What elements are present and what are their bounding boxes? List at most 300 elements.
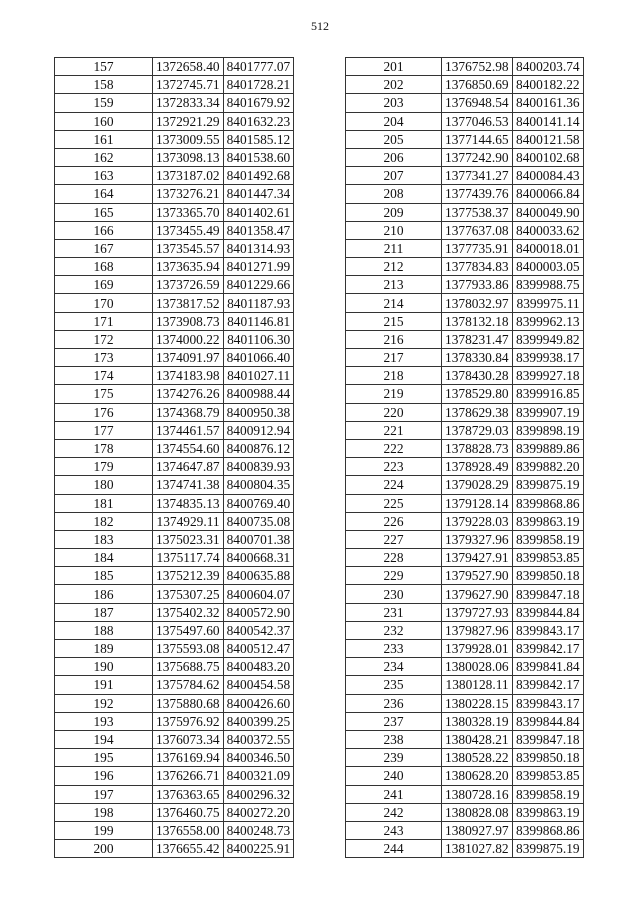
table-row <box>55 785 294 803</box>
y-coordinate-cell: 8399858.19 <box>512 530 583 548</box>
table-row <box>55 840 294 858</box>
point-number-cell: 238 <box>346 730 442 748</box>
table-row <box>55 494 294 512</box>
table-row <box>346 603 584 621</box>
point-number-cell: 202 <box>346 76 442 94</box>
point-number-cell: 186 <box>55 585 153 603</box>
y-coordinate-cell: 8399988.75 <box>512 276 583 294</box>
table-row <box>55 385 294 403</box>
table-row <box>55 94 294 112</box>
x-coordinate-cell: 1373187.02 <box>153 167 224 185</box>
x-coordinate-cell: 1376363.65 <box>153 785 224 803</box>
point-number-cell: 229 <box>346 567 442 585</box>
point-number-cell: 192 <box>55 694 153 712</box>
y-coordinate-cell: 8400372.55 <box>223 730 294 748</box>
point-number-cell: 183 <box>55 530 153 548</box>
table-row <box>346 712 584 730</box>
x-coordinate-cell: 1375307.25 <box>153 585 224 603</box>
point-number-cell: 237 <box>346 712 442 730</box>
table-row <box>55 530 294 548</box>
y-coordinate-cell: 8399858.19 <box>512 785 583 803</box>
point-number-cell: 230 <box>346 585 442 603</box>
y-coordinate-cell: 8399853.85 <box>512 549 583 567</box>
table-row <box>55 276 294 294</box>
table-row <box>346 767 584 785</box>
y-coordinate-cell: 8399898.19 <box>512 421 583 439</box>
point-number-cell: 180 <box>55 476 153 494</box>
point-number-cell: 167 <box>55 239 153 257</box>
y-coordinate-cell: 8399938.17 <box>512 349 583 367</box>
x-coordinate-cell: 1378529.80 <box>442 385 513 403</box>
table-row <box>55 258 294 276</box>
table-row <box>346 676 584 694</box>
table-row <box>346 276 584 294</box>
coordinate-table-right <box>345 57 584 858</box>
table-row <box>55 712 294 730</box>
x-coordinate-cell: 1380828.08 <box>442 803 513 821</box>
point-number-cell: 200 <box>55 840 153 858</box>
table-row <box>55 476 294 494</box>
x-coordinate-cell: 1380428.21 <box>442 730 513 748</box>
x-coordinate-cell: 1377242.90 <box>442 148 513 166</box>
point-number-cell: 216 <box>346 330 442 348</box>
point-number-cell: 177 <box>55 421 153 439</box>
x-coordinate-cell: 1377637.08 <box>442 221 513 239</box>
point-number-cell: 217 <box>346 349 442 367</box>
y-coordinate-cell: 8400804.35 <box>223 476 294 494</box>
point-number-cell: 201 <box>346 58 442 76</box>
y-coordinate-cell: 8399843.17 <box>512 621 583 639</box>
point-number-cell: 220 <box>346 403 442 421</box>
point-number-cell: 191 <box>55 676 153 694</box>
x-coordinate-cell: 1375784.62 <box>153 676 224 694</box>
table-row <box>346 494 584 512</box>
y-coordinate-cell: 8400839.93 <box>223 458 294 476</box>
y-coordinate-cell: 8400735.08 <box>223 512 294 530</box>
x-coordinate-cell: 1377439.76 <box>442 185 513 203</box>
y-coordinate-cell: 8399927.18 <box>512 367 583 385</box>
table-row <box>346 312 584 330</box>
table-row <box>346 403 584 421</box>
x-coordinate-cell: 1380328.19 <box>442 712 513 730</box>
point-number-cell: 211 <box>346 239 442 257</box>
y-coordinate-cell: 8401632.23 <box>223 112 294 130</box>
x-coordinate-cell: 1374368.79 <box>153 403 224 421</box>
table-row <box>346 567 584 585</box>
y-coordinate-cell: 8399889.86 <box>512 439 583 457</box>
point-number-cell: 157 <box>55 58 153 76</box>
point-number-cell: 187 <box>55 603 153 621</box>
y-coordinate-cell: 8401106.30 <box>223 330 294 348</box>
x-coordinate-cell: 1374000.22 <box>153 330 224 348</box>
x-coordinate-cell: 1375976.92 <box>153 712 224 730</box>
y-coordinate-cell: 8401492.68 <box>223 167 294 185</box>
point-number-cell: 232 <box>346 621 442 639</box>
y-coordinate-cell: 8399882.20 <box>512 458 583 476</box>
table-row <box>55 658 294 676</box>
x-coordinate-cell: 1380528.22 <box>442 749 513 767</box>
x-coordinate-cell: 1379627.90 <box>442 585 513 603</box>
x-coordinate-cell: 1373276.21 <box>153 185 224 203</box>
table-row <box>55 330 294 348</box>
table-row <box>55 76 294 94</box>
point-number-cell: 163 <box>55 167 153 185</box>
x-coordinate-cell: 1377341.27 <box>442 167 513 185</box>
x-coordinate-cell: 1374929.11 <box>153 512 224 530</box>
table-row <box>346 130 584 148</box>
y-coordinate-cell: 8401271.99 <box>223 258 294 276</box>
y-coordinate-cell: 8400084.43 <box>512 167 583 185</box>
point-number-cell: 166 <box>55 221 153 239</box>
point-number-cell: 188 <box>55 621 153 639</box>
point-number-cell: 189 <box>55 640 153 658</box>
table-row <box>55 694 294 712</box>
x-coordinate-cell: 1374091.97 <box>153 349 224 367</box>
table-row <box>55 439 294 457</box>
x-coordinate-cell: 1376655.42 <box>153 840 224 858</box>
y-coordinate-cell: 8401402.61 <box>223 203 294 221</box>
point-number-cell: 226 <box>346 512 442 530</box>
table-row <box>346 512 584 530</box>
x-coordinate-cell: 1372745.71 <box>153 76 224 94</box>
x-coordinate-cell: 1378828.73 <box>442 439 513 457</box>
y-coordinate-cell: 8400572.90 <box>223 603 294 621</box>
x-coordinate-cell: 1373365.70 <box>153 203 224 221</box>
x-coordinate-cell: 1380128.11 <box>442 676 513 694</box>
x-coordinate-cell: 1378430.28 <box>442 367 513 385</box>
x-coordinate-cell: 1379527.90 <box>442 567 513 585</box>
y-coordinate-cell: 8400912.94 <box>223 421 294 439</box>
point-number-cell: 181 <box>55 494 153 512</box>
table-row <box>346 658 584 676</box>
table-row <box>55 767 294 785</box>
point-number-cell: 233 <box>346 640 442 658</box>
point-number-cell: 243 <box>346 821 442 839</box>
x-coordinate-cell: 1373545.57 <box>153 239 224 257</box>
table-row <box>55 130 294 148</box>
point-number-cell: 244 <box>346 840 442 858</box>
table-row <box>346 294 584 312</box>
x-coordinate-cell: 1373455.49 <box>153 221 224 239</box>
y-coordinate-cell: 8399868.86 <box>512 494 583 512</box>
y-coordinate-cell: 8401447.34 <box>223 185 294 203</box>
table-row <box>55 203 294 221</box>
table-row <box>346 530 584 548</box>
point-number-cell: 162 <box>55 148 153 166</box>
point-number-cell: 164 <box>55 185 153 203</box>
y-coordinate-cell: 8399844.84 <box>512 712 583 730</box>
y-coordinate-cell: 8399868.86 <box>512 821 583 839</box>
table-row <box>346 640 584 658</box>
point-number-cell: 225 <box>346 494 442 512</box>
point-number-cell: 228 <box>346 549 442 567</box>
table-row <box>346 439 584 457</box>
y-coordinate-cell: 8401777.07 <box>223 58 294 76</box>
point-number-cell: 204 <box>346 112 442 130</box>
y-coordinate-cell: 8399916.85 <box>512 385 583 403</box>
x-coordinate-cell: 1378330.84 <box>442 349 513 367</box>
y-coordinate-cell: 8400668.31 <box>223 549 294 567</box>
y-coordinate-cell: 8399850.18 <box>512 567 583 585</box>
point-number-cell: 242 <box>346 803 442 821</box>
table-row <box>55 148 294 166</box>
y-coordinate-cell: 8400512.47 <box>223 640 294 658</box>
point-number-cell: 197 <box>55 785 153 803</box>
point-number-cell: 207 <box>346 167 442 185</box>
y-coordinate-cell: 8400701.38 <box>223 530 294 548</box>
point-number-cell: 175 <box>55 385 153 403</box>
point-number-cell: 171 <box>55 312 153 330</box>
table-row <box>346 185 584 203</box>
x-coordinate-cell: 1376752.98 <box>442 58 513 76</box>
y-coordinate-cell: 8400102.68 <box>512 148 583 166</box>
y-coordinate-cell: 8400066.84 <box>512 185 583 203</box>
point-number-cell: 236 <box>346 694 442 712</box>
x-coordinate-cell: 1376169.94 <box>153 749 224 767</box>
point-number-cell: 173 <box>55 349 153 367</box>
table-row <box>55 567 294 585</box>
point-number-cell: 170 <box>55 294 153 312</box>
y-coordinate-cell: 8400426.60 <box>223 694 294 712</box>
y-coordinate-cell: 8399842.17 <box>512 676 583 694</box>
x-coordinate-cell: 1375402.32 <box>153 603 224 621</box>
table-row <box>55 821 294 839</box>
x-coordinate-cell: 1373726.59 <box>153 276 224 294</box>
x-coordinate-cell: 1379928.01 <box>442 640 513 658</box>
point-number-cell: 198 <box>55 803 153 821</box>
y-coordinate-cell: 8399853.85 <box>512 767 583 785</box>
x-coordinate-cell: 1378231.47 <box>442 330 513 348</box>
point-number-cell: 209 <box>346 203 442 221</box>
y-coordinate-cell: 8400604.07 <box>223 585 294 603</box>
table-row <box>346 76 584 94</box>
table-row <box>55 585 294 603</box>
x-coordinate-cell: 1374276.26 <box>153 385 224 403</box>
point-number-cell: 185 <box>55 567 153 585</box>
table-row <box>55 312 294 330</box>
x-coordinate-cell: 1375023.31 <box>153 530 224 548</box>
y-coordinate-cell: 8400272.20 <box>223 803 294 821</box>
x-coordinate-cell: 1377735.91 <box>442 239 513 257</box>
table-row <box>346 112 584 130</box>
point-number-cell: 161 <box>55 130 153 148</box>
x-coordinate-cell: 1374554.60 <box>153 439 224 457</box>
table-row <box>346 785 584 803</box>
y-coordinate-cell: 8400988.44 <box>223 385 294 403</box>
x-coordinate-cell: 1373908.73 <box>153 312 224 330</box>
x-coordinate-cell: 1374835.13 <box>153 494 224 512</box>
table-row <box>346 730 584 748</box>
y-coordinate-cell: 8401229.66 <box>223 276 294 294</box>
x-coordinate-cell: 1381027.82 <box>442 840 513 858</box>
table-row <box>346 349 584 367</box>
table-row <box>346 549 584 567</box>
y-coordinate-cell: 8400141.14 <box>512 112 583 130</box>
point-number-cell: 176 <box>55 403 153 421</box>
x-coordinate-cell: 1379228.03 <box>442 512 513 530</box>
y-coordinate-cell: 8401585.12 <box>223 130 294 148</box>
y-coordinate-cell: 8399850.18 <box>512 749 583 767</box>
table-row <box>346 458 584 476</box>
y-coordinate-cell: 8401538.60 <box>223 148 294 166</box>
table-row <box>55 421 294 439</box>
x-coordinate-cell: 1379427.91 <box>442 549 513 567</box>
x-coordinate-cell: 1375688.75 <box>153 658 224 676</box>
table-row <box>346 476 584 494</box>
x-coordinate-cell: 1377144.65 <box>442 130 513 148</box>
y-coordinate-cell: 8400248.73 <box>223 821 294 839</box>
table-row <box>346 621 584 639</box>
point-number-cell: 184 <box>55 549 153 567</box>
y-coordinate-cell: 8399844.84 <box>512 603 583 621</box>
table-row <box>346 367 584 385</box>
x-coordinate-cell: 1380228.15 <box>442 694 513 712</box>
y-coordinate-cell: 8400049.90 <box>512 203 583 221</box>
y-coordinate-cell: 8400769.40 <box>223 494 294 512</box>
point-number-cell: 165 <box>55 203 153 221</box>
x-coordinate-cell: 1373098.13 <box>153 148 224 166</box>
x-coordinate-cell: 1377933.86 <box>442 276 513 294</box>
x-coordinate-cell: 1374741.38 <box>153 476 224 494</box>
x-coordinate-cell: 1372658.40 <box>153 58 224 76</box>
table-row <box>346 330 584 348</box>
y-coordinate-cell: 8399875.19 <box>512 476 583 494</box>
table-row <box>346 148 584 166</box>
table-row <box>55 239 294 257</box>
table-row <box>346 803 584 821</box>
point-number-cell: 208 <box>346 185 442 203</box>
table-row <box>346 221 584 239</box>
y-coordinate-cell: 8400203.74 <box>512 58 583 76</box>
y-coordinate-cell: 8400346.50 <box>223 749 294 767</box>
y-coordinate-cell: 8399842.17 <box>512 640 583 658</box>
point-number-cell: 206 <box>346 148 442 166</box>
table-row <box>55 367 294 385</box>
point-number-cell: 182 <box>55 512 153 530</box>
x-coordinate-cell: 1376073.34 <box>153 730 224 748</box>
x-coordinate-cell: 1374461.57 <box>153 421 224 439</box>
table-row <box>346 840 584 858</box>
point-number-cell: 193 <box>55 712 153 730</box>
y-coordinate-cell: 8400161.36 <box>512 94 583 112</box>
table-row <box>55 167 294 185</box>
point-number-cell: 215 <box>346 312 442 330</box>
point-number-cell: 174 <box>55 367 153 385</box>
x-coordinate-cell: 1379827.96 <box>442 621 513 639</box>
y-coordinate-cell: 8400876.12 <box>223 439 294 457</box>
y-coordinate-cell: 8400950.38 <box>223 403 294 421</box>
point-number-cell: 213 <box>346 276 442 294</box>
x-coordinate-cell: 1379327.96 <box>442 530 513 548</box>
table-row <box>55 803 294 821</box>
x-coordinate-cell: 1377834.83 <box>442 258 513 276</box>
x-coordinate-cell: 1376850.69 <box>442 76 513 94</box>
table-row <box>346 94 584 112</box>
y-coordinate-cell: 8400018.01 <box>512 239 583 257</box>
point-number-cell: 159 <box>55 94 153 112</box>
y-coordinate-cell: 8400225.91 <box>223 840 294 858</box>
x-coordinate-cell: 1379028.29 <box>442 476 513 494</box>
y-coordinate-cell: 8399847.18 <box>512 730 583 748</box>
x-coordinate-cell: 1376948.54 <box>442 94 513 112</box>
point-number-cell: 241 <box>346 785 442 803</box>
point-number-cell: 203 <box>346 94 442 112</box>
table-row <box>346 58 584 76</box>
y-coordinate-cell: 8400483.20 <box>223 658 294 676</box>
y-coordinate-cell: 8400542.37 <box>223 621 294 639</box>
y-coordinate-cell: 8400121.58 <box>512 130 583 148</box>
x-coordinate-cell: 1376266.71 <box>153 767 224 785</box>
x-coordinate-cell: 1375880.68 <box>153 694 224 712</box>
x-coordinate-cell: 1377046.53 <box>442 112 513 130</box>
point-number-cell: 218 <box>346 367 442 385</box>
table-row <box>55 676 294 694</box>
point-number-cell: 219 <box>346 385 442 403</box>
table-row <box>55 549 294 567</box>
x-coordinate-cell: 1378928.49 <box>442 458 513 476</box>
coordinate-table-right-body <box>346 58 584 858</box>
y-coordinate-cell: 8400321.09 <box>223 767 294 785</box>
y-coordinate-cell: 8399843.17 <box>512 694 583 712</box>
table-row <box>346 694 584 712</box>
point-number-cell: 227 <box>346 530 442 548</box>
x-coordinate-cell: 1376558.00 <box>153 821 224 839</box>
x-coordinate-cell: 1378729.03 <box>442 421 513 439</box>
table-row <box>55 294 294 312</box>
y-coordinate-cell: 8399975.11 <box>512 294 583 312</box>
point-number-cell: 168 <box>55 258 153 276</box>
point-number-cell: 222 <box>346 439 442 457</box>
table-row <box>346 167 584 185</box>
table-row <box>55 58 294 76</box>
point-number-cell: 221 <box>346 421 442 439</box>
table-row <box>55 349 294 367</box>
table-row <box>55 640 294 658</box>
table-row <box>55 221 294 239</box>
table-row <box>55 403 294 421</box>
y-coordinate-cell: 8399863.19 <box>512 512 583 530</box>
x-coordinate-cell: 1378032.97 <box>442 294 513 312</box>
table-row <box>346 258 584 276</box>
y-coordinate-cell: 8400182.22 <box>512 76 583 94</box>
point-number-cell: 234 <box>346 658 442 676</box>
x-coordinate-cell: 1378629.38 <box>442 403 513 421</box>
point-number-cell: 223 <box>346 458 442 476</box>
x-coordinate-cell: 1372833.34 <box>153 94 224 112</box>
point-number-cell: 212 <box>346 258 442 276</box>
point-number-cell: 239 <box>346 749 442 767</box>
point-number-cell: 194 <box>55 730 153 748</box>
x-coordinate-cell: 1380728.16 <box>442 785 513 803</box>
x-coordinate-cell: 1376460.75 <box>153 803 224 821</box>
y-coordinate-cell: 8401066.40 <box>223 349 294 367</box>
table-row <box>55 749 294 767</box>
y-coordinate-cell: 8400033.62 <box>512 221 583 239</box>
coordinate-table-left <box>54 57 294 858</box>
table-row <box>55 730 294 748</box>
point-number-cell: 190 <box>55 658 153 676</box>
y-coordinate-cell: 8399847.18 <box>512 585 583 603</box>
y-coordinate-cell: 8400635.88 <box>223 567 294 585</box>
y-coordinate-cell: 8399863.19 <box>512 803 583 821</box>
y-coordinate-cell: 8400399.25 <box>223 712 294 730</box>
y-coordinate-cell: 8399949.82 <box>512 330 583 348</box>
x-coordinate-cell: 1375497.60 <box>153 621 224 639</box>
point-number-cell: 235 <box>346 676 442 694</box>
y-coordinate-cell: 8401187.93 <box>223 294 294 312</box>
point-number-cell: 196 <box>55 767 153 785</box>
x-coordinate-cell: 1373635.94 <box>153 258 224 276</box>
